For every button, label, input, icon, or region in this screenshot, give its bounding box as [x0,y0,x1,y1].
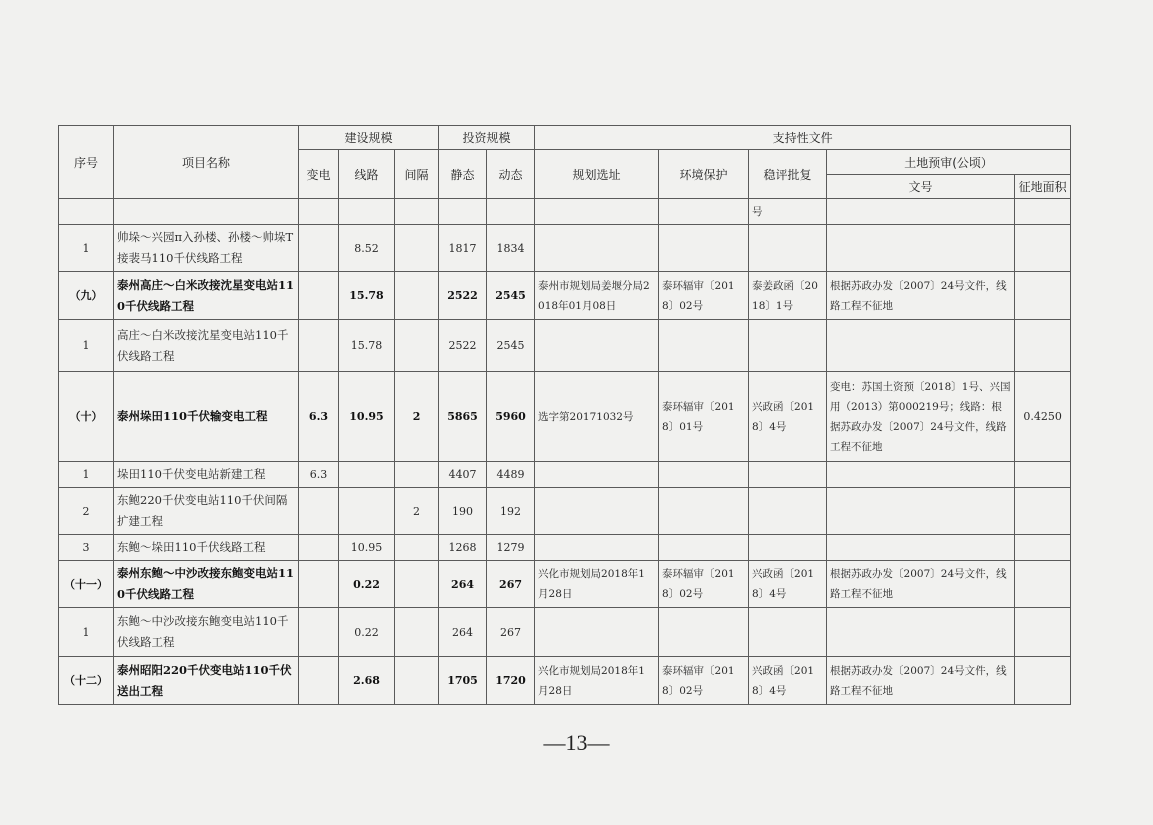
cell-seq: 1 [59,608,114,657]
header-invest-scale: 投资规模 [439,126,535,150]
cell-doc-no [827,535,1015,561]
cell-static: 2522 [439,320,487,372]
cell-env: 泰环辐审〔2018〕02号 [659,657,749,705]
cell-bay [395,561,439,608]
cell-env [659,225,749,272]
cell-line: 8.52 [339,225,395,272]
cell-env: 泰环辐审〔2018〕01号 [659,372,749,462]
cell-substation [299,488,339,535]
cell-bay [395,535,439,561]
cell-planning: 兴化市规划局2018年1月28日 [535,657,659,705]
cell-land-area: 0.4250 [1015,372,1071,462]
table-row [59,320,1071,372]
cell-seq: 2 [59,488,114,535]
table-body [59,199,1071,705]
header-static: 静态 [439,150,487,199]
cell-env [659,199,749,225]
cell-doc-no: 根据苏政办发〔2007〕24号文件，线路工程不征地 [827,272,1015,320]
page-number: —13— [543,730,610,755]
cell-planning [535,225,659,272]
cell-substation [299,535,339,561]
cell-static: 1817 [439,225,487,272]
header-build-scale: 建设规模 [299,126,439,150]
cell-bay: 2 [395,488,439,535]
cell-planning [535,462,659,488]
cell-seq: 1 [59,462,114,488]
cell-static: 4407 [439,462,487,488]
cell-planning [535,320,659,372]
header-env: 环境保护 [659,150,749,199]
table-row [59,657,1071,705]
cell-substation [299,608,339,657]
cell-seq: （十） [59,372,114,462]
cell-land-area [1015,488,1071,535]
cell-static [439,199,487,225]
cell-env: 泰环辐审〔2018〕02号 [659,272,749,320]
table-row [59,535,1071,561]
cell-seq: 1 [59,225,114,272]
table-header [59,126,1071,199]
cell-name: 东鲍～垛田110千伏线路工程 [114,535,299,561]
cell-bay [395,225,439,272]
cell-env [659,535,749,561]
cell-line: 10.95 [339,535,395,561]
table-row [59,488,1071,535]
cell-env [659,320,749,372]
cell-substation [299,272,339,320]
cell-dynamic: 192 [487,488,535,535]
cell-line: 10.95 [339,372,395,462]
cell-static: 190 [439,488,487,535]
cell-land-area [1015,561,1071,608]
cell-substation [299,657,339,705]
cell-dynamic: 1834 [487,225,535,272]
header-seq: 序号 [59,126,114,199]
cell-bay: 2 [395,372,439,462]
table-row [59,372,1071,462]
cell-bay [395,199,439,225]
cell-planning: 选字第20171032号 [535,372,659,462]
cell-seq: （九） [59,272,114,320]
cell-env: 泰环辐审〔2018〕02号 [659,561,749,608]
cell-seq [59,199,114,225]
cell-stability [749,225,827,272]
cell-static: 2522 [439,272,487,320]
cell-name: 泰州垛田110千伏输变电工程 [114,372,299,462]
cell-env [659,488,749,535]
cell-stability [749,608,827,657]
cell-doc-no [827,608,1015,657]
cell-planning [535,608,659,657]
header-planning: 规划选址 [535,150,659,199]
table-row [59,272,1071,320]
cell-line [339,199,395,225]
cell-line: 15.78 [339,272,395,320]
cell-planning [535,535,659,561]
cell-name: 东鲍220千伏变电站110千伏间隔扩建工程 [114,488,299,535]
header-substation: 变电 [299,150,339,199]
cell-bay [395,608,439,657]
cell-land-area [1015,535,1071,561]
cell-env [659,462,749,488]
header-stability: 稳评批复 [749,150,827,199]
cell-static: 264 [439,608,487,657]
cell-dynamic: 4489 [487,462,535,488]
cell-planning [535,199,659,225]
cell-doc-no: 根据苏政办发〔2007〕24号文件，线路工程不征地 [827,561,1015,608]
cell-dynamic: 267 [487,608,535,657]
header-bay: 间隔 [395,150,439,199]
cell-doc-no [827,462,1015,488]
cell-stability [749,535,827,561]
cell-substation [299,199,339,225]
cell-doc-no [827,320,1015,372]
cell-substation: 6.3 [299,372,339,462]
header-land: 土地预审(公顷） [827,150,1071,175]
cell-substation [299,225,339,272]
cell-stability: 兴政函〔2018〕4号 [749,657,827,705]
cell-planning: 泰州市规划局姜堰分局2018年01月08日 [535,272,659,320]
cell-static: 1705 [439,657,487,705]
cell-seq: 3 [59,535,114,561]
cell-name: 东鲍～中沙改接东鲍变电站110千伏线路工程 [114,608,299,657]
cell-seq: （十一） [59,561,114,608]
cell-doc-no [827,488,1015,535]
cell-stability: 号 [749,199,827,225]
cell-doc-no: 根据苏政办发〔2007〕24号文件，线路工程不征地 [827,657,1015,705]
cell-land-area [1015,272,1071,320]
cell-stability: 兴政函〔2018〕4号 [749,561,827,608]
cell-bay [395,272,439,320]
cell-env [659,608,749,657]
table-row [59,462,1071,488]
cell-land-area [1015,608,1071,657]
cell-name: 高庄～白米改接沈星变电站110千伏线路工程 [114,320,299,372]
header-line: 线路 [339,150,395,199]
cell-line: 15.78 [339,320,395,372]
cell-dynamic: 1720 [487,657,535,705]
table-row [59,225,1071,272]
cell-static: 264 [439,561,487,608]
cell-dynamic: 2545 [487,272,535,320]
cell-seq: 1 [59,320,114,372]
cell-dynamic: 5960 [487,372,535,462]
cell-land-area [1015,657,1071,705]
cell-line [339,488,395,535]
cell-substation: 6.3 [299,462,339,488]
cell-bay [395,462,439,488]
cell-land-area [1015,199,1071,225]
cell-dynamic [487,199,535,225]
cell-doc-no: 变电：苏国土资预〔2018〕1号、兴国用（2013）第000219号；线路：根据苏政办发〔2007〕24号文件，线路工程不征地 [827,372,1015,462]
cell-doc-no [827,225,1015,272]
header-land-area: 征地面积 [1015,175,1071,199]
cell-land-area [1015,462,1071,488]
table-row [59,561,1071,608]
cell-name: 帅垛～兴园π入孙楼、孙楼～帅垛T接裴马110千伏线路工程 [114,225,299,272]
cell-substation [299,320,339,372]
cell-land-area [1015,225,1071,272]
cell-stability: 泰姜政函〔2018〕1号 [749,272,827,320]
cell-stability [749,488,827,535]
header-doc-no: 文号 [827,175,1015,199]
cell-line: 2.68 [339,657,395,705]
cell-static: 1268 [439,535,487,561]
cell-stability: 兴政函〔2018〕4号 [749,372,827,462]
cell-line [339,462,395,488]
cell-dynamic: 267 [487,561,535,608]
cell-bay [395,320,439,372]
cell-planning [535,488,659,535]
cell-land-area [1015,320,1071,372]
cell-dynamic: 2545 [487,320,535,372]
header-name: 项目名称 [114,126,299,199]
table-row [59,199,1071,225]
cell-bay [395,657,439,705]
cell-seq: （十二） [59,657,114,705]
cell-name [114,199,299,225]
cell-stability [749,320,827,372]
cell-stability [749,462,827,488]
cell-dynamic: 1279 [487,535,535,561]
cell-doc-no [827,199,1015,225]
cell-name: 垛田110千伏变电站新建工程 [114,462,299,488]
table-row [59,608,1071,657]
cell-name: 泰州东鲍～中沙改接东鲍变电站110千伏线路工程 [114,561,299,608]
cell-name: 泰州昭阳220千伏变电站110千伏送出工程 [114,657,299,705]
cell-line: 0.22 [339,608,395,657]
header-dynamic: 动态 [487,150,535,199]
cell-line: 0.22 [339,561,395,608]
cell-planning: 兴化市规划局2018年1月28日 [535,561,659,608]
cell-static: 5865 [439,372,487,462]
cell-name: 泰州高庄～白米改接沈星变电站110千伏线路工程 [114,272,299,320]
header-support-docs: 支持性文件 [535,126,1071,150]
cell-substation [299,561,339,608]
project-table [58,125,1071,705]
